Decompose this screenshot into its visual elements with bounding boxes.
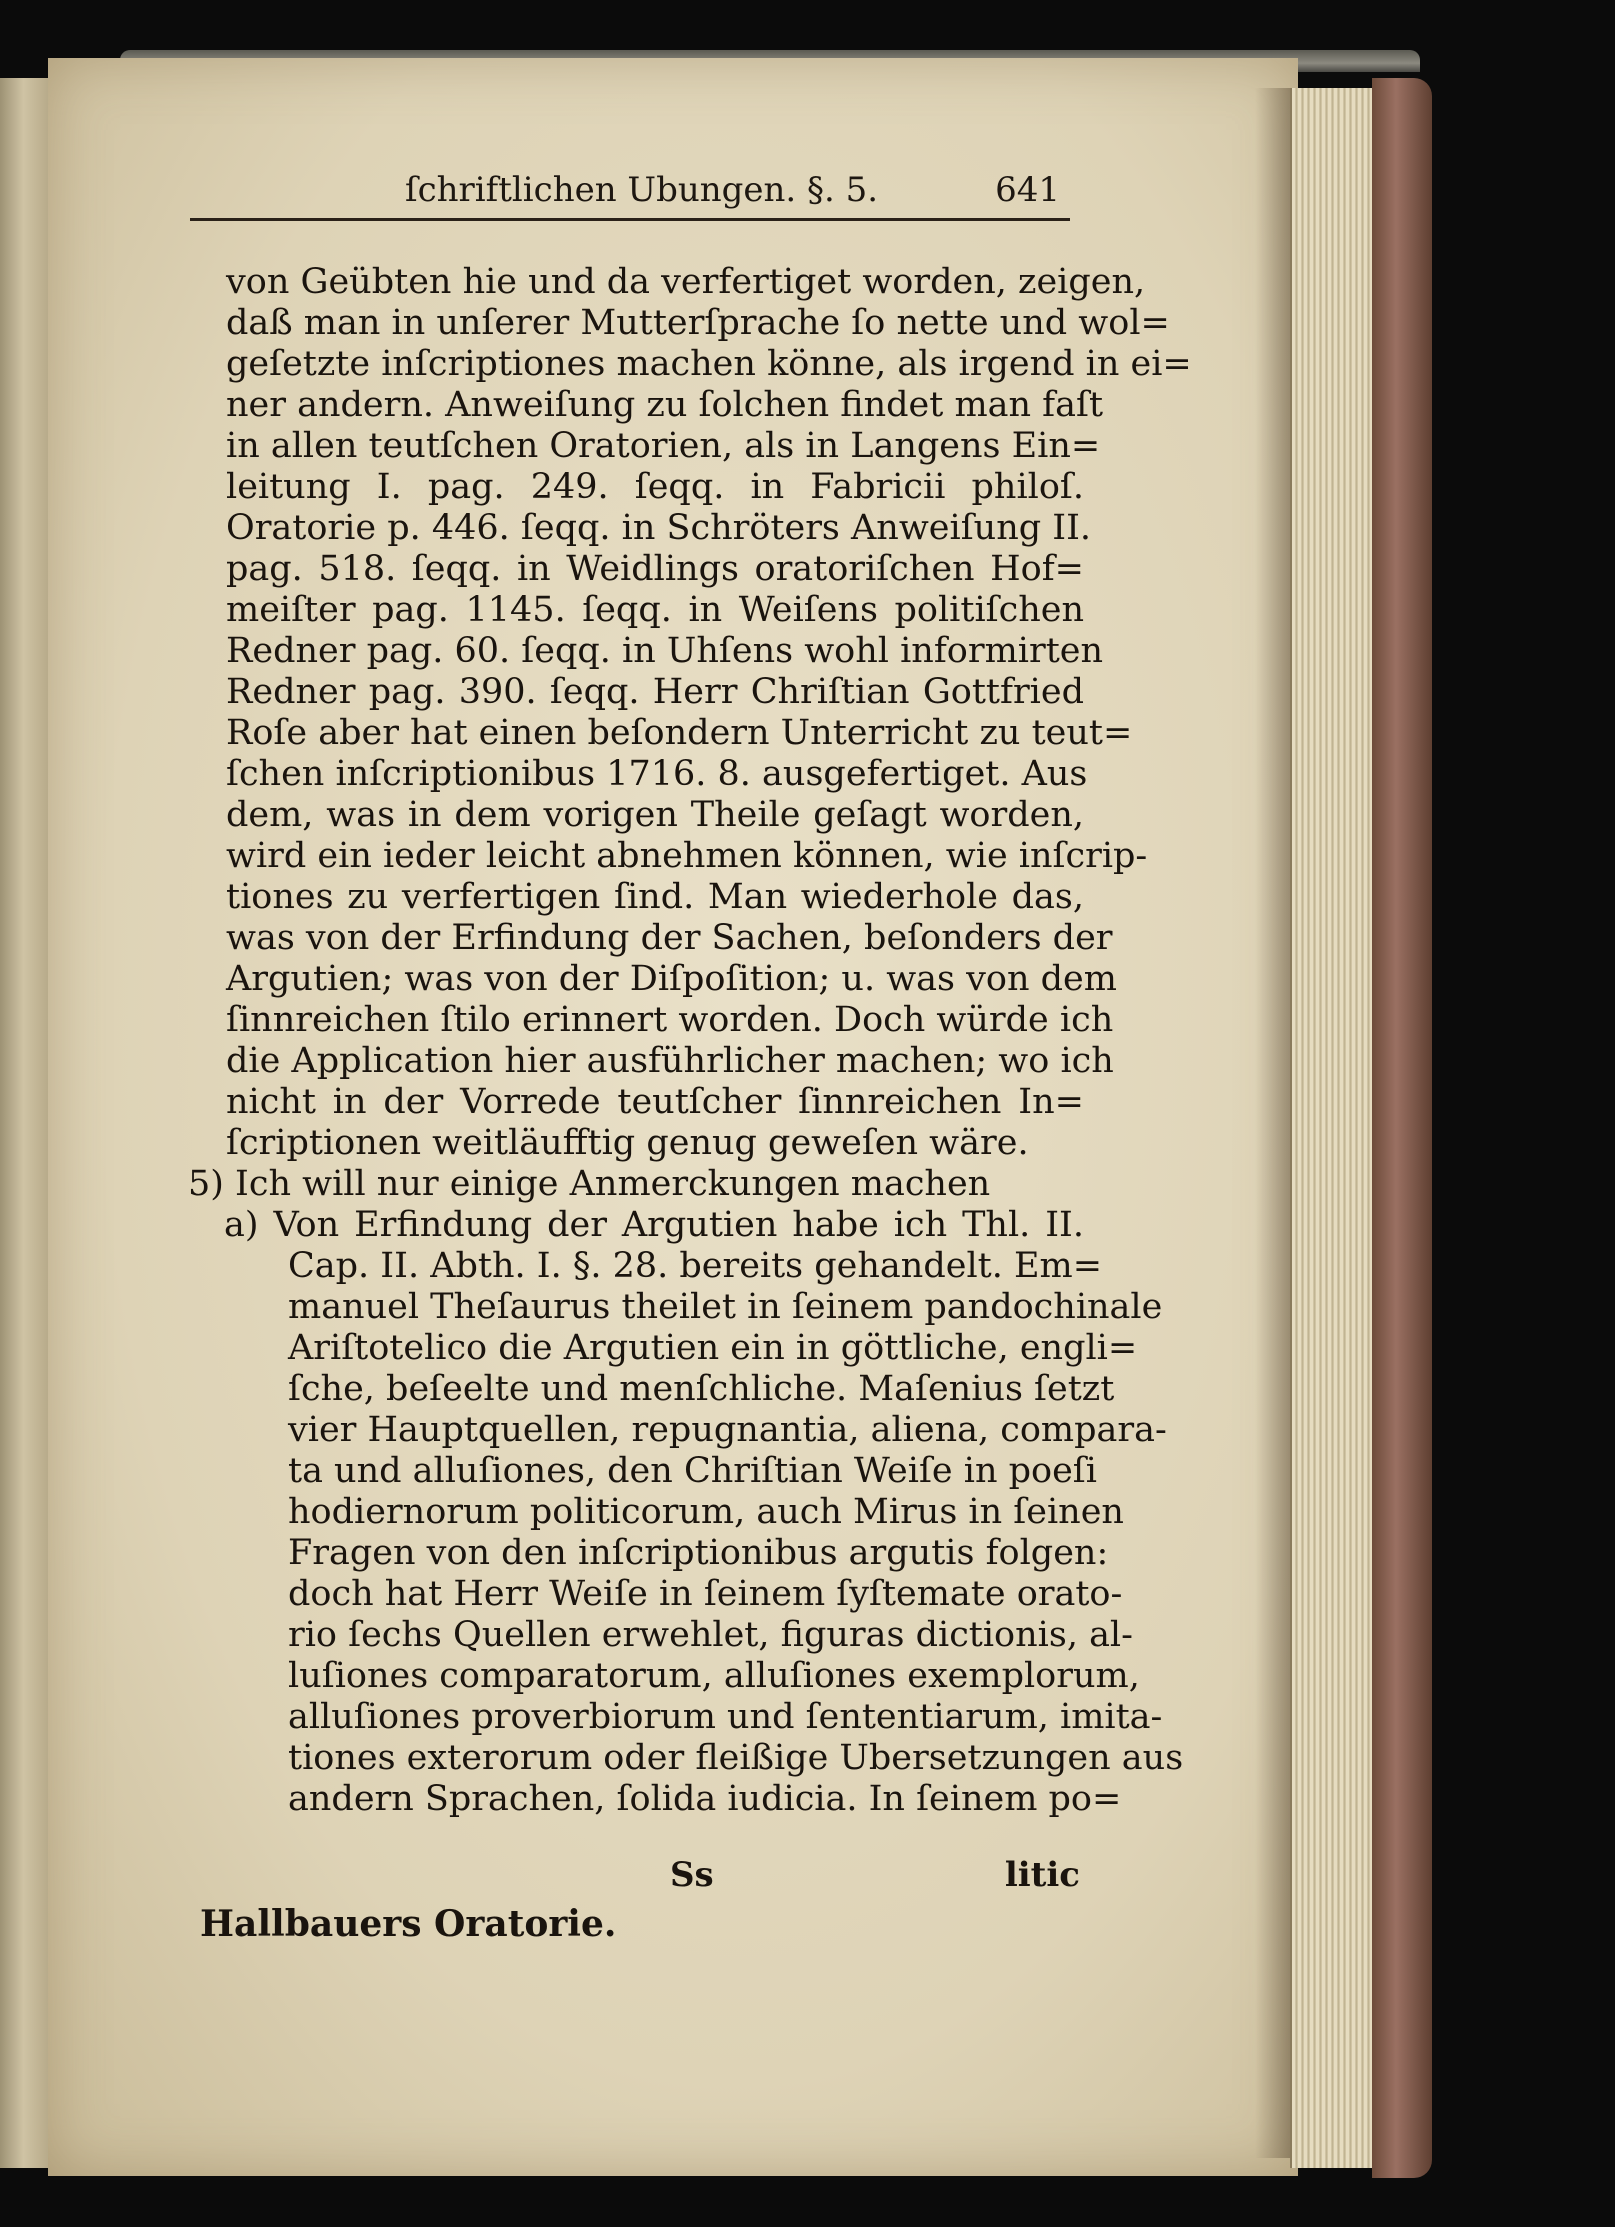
note-line: hodiernorum politicorum, auch Mirus in ſeinen bbox=[288, 1492, 1124, 1532]
text-line: ſinnreichen ſtilo erinnert worden. Doch würde ich bbox=[226, 1000, 1114, 1040]
note-line: luſiones comparatorum, alluſiones exemplorum, bbox=[288, 1656, 1140, 1696]
catchword: litic bbox=[1004, 1855, 1080, 1895]
header-rule bbox=[190, 218, 1070, 221]
text-line: von Geübten hie und da verfertiget worden, zeigen, bbox=[226, 262, 1146, 302]
text-line: Argutien; was von der Diſpoſition; u. was von dem bbox=[226, 959, 1117, 999]
note-line: manuel Theſaurus theilet in ſeinem pandochinale bbox=[288, 1287, 1163, 1327]
note-line: vier Hauptquellen, repugnantia, aliena, compara- bbox=[288, 1410, 1167, 1450]
text-line: was von der Erfindung der Sachen, beſonders der bbox=[226, 918, 1113, 958]
text-line: ſcriptionen weitläufftig genug geweſen wäre. bbox=[226, 1123, 1029, 1163]
text-line: die Application hier ausführlicher machen; wo ich bbox=[226, 1041, 1114, 1081]
note-line: doch hat Herr Weiſe in ſeinem ſyſtemate orato- bbox=[288, 1574, 1123, 1614]
note-line: rio ſechs Quellen erwehlet, figuras dictionis, al- bbox=[288, 1615, 1133, 1655]
main-text bbox=[188, 262, 1192, 1820]
note-line: Cap. II. Abth. I. §. 28. bereits gehandelt. Em= bbox=[288, 1246, 1103, 1286]
page-block-edge bbox=[1290, 88, 1377, 2168]
note-line: 5) Ich will nur einige Anmerckungen machen bbox=[188, 1164, 991, 1204]
text-line: in allen teutſchen Oratorien, als in Langens Ein= bbox=[226, 426, 1101, 466]
text-line: ner andern. Anweiſung zu ſolchen findet man faſt bbox=[226, 385, 1104, 425]
text-line: Oratorie p. 446. ſeqq. in Schröters Anweiſung II. bbox=[226, 508, 1092, 548]
note-line: andern Sprachen, ſolida iudicia. In ſeinem po= bbox=[288, 1779, 1122, 1819]
page-number: 641 bbox=[995, 170, 1060, 210]
signature-mark: Ss bbox=[670, 1855, 714, 1895]
text-line: wird ein ieder leicht abnehmen können, wie inſcrip- bbox=[226, 836, 1148, 876]
note-line: ſche, beſeelte und menſchliche. Maſenius ſetzt bbox=[288, 1369, 1115, 1409]
note-line: Ariſtotelico die Argutien ein in göttliche, engli= bbox=[288, 1328, 1138, 1368]
text-line: leitung I. pag. 249. ſeqq. in Fabricii philoſ. bbox=[226, 467, 1084, 507]
page-header bbox=[190, 130, 1080, 225]
note-line: tiones exterorum oder fleißige Ubersetzungen aus bbox=[288, 1738, 1184, 1778]
text-line: nicht in der Vorrede teutſcher ſinnreichen In= bbox=[226, 1082, 1084, 1122]
page-gutter-shadow bbox=[1255, 88, 1295, 2158]
note-line: a) Von Erfindung der Argutien habe ich Thl. II. bbox=[224, 1205, 1084, 1245]
text-line: Roſe aber hat einen beſondern Unterricht zu teut= bbox=[226, 713, 1133, 753]
facing-page-edge bbox=[0, 78, 54, 2168]
note-line: alluſiones proverbiorum und ſententiarum, imita- bbox=[288, 1697, 1163, 1737]
text-line: meiſter pag. 1145. ſeqq. in Weiſens politiſchen bbox=[226, 590, 1084, 630]
text-line: ſchen inſcriptionibus 1716. 8. ausgefertiget. Aus bbox=[226, 754, 1088, 794]
text-line: Redner pag. 390. ſeqq. Herr Chriſtian Gottfried bbox=[226, 672, 1084, 712]
text-line: tiones zu verfertigen ſind. Man wiederhole das, bbox=[226, 877, 1084, 917]
text-line: dem, was in dem vorigen Theile geſagt worden, bbox=[226, 795, 1084, 835]
text-line: Redner pag. 60. ſeqq. in Uhſens wohl informirten bbox=[226, 631, 1104, 671]
note-line: ta und alluſiones, den Chriſtian Weiſe in poeſi bbox=[288, 1451, 1097, 1491]
running-title: ſchriftlichen Ubungen. §. 5. bbox=[405, 170, 879, 210]
book-cover bbox=[1372, 78, 1432, 2178]
note-line: Fragen von den inſcriptionibus argutis folgen: bbox=[288, 1533, 1109, 1573]
text-line: daß man in unſerer Mutterſprache ſo nette und wol= bbox=[226, 303, 1170, 343]
text-line: geſetzte inſcriptiones machen könne, als irgend in ei= bbox=[226, 344, 1192, 384]
text-line: pag. 518. ſeqq. in Weidlings oratoriſchen Hof= bbox=[226, 549, 1084, 589]
page-footer bbox=[200, 1855, 1080, 1945]
book-title-footer: Hallbauers Oratorie. bbox=[200, 1903, 617, 1945]
